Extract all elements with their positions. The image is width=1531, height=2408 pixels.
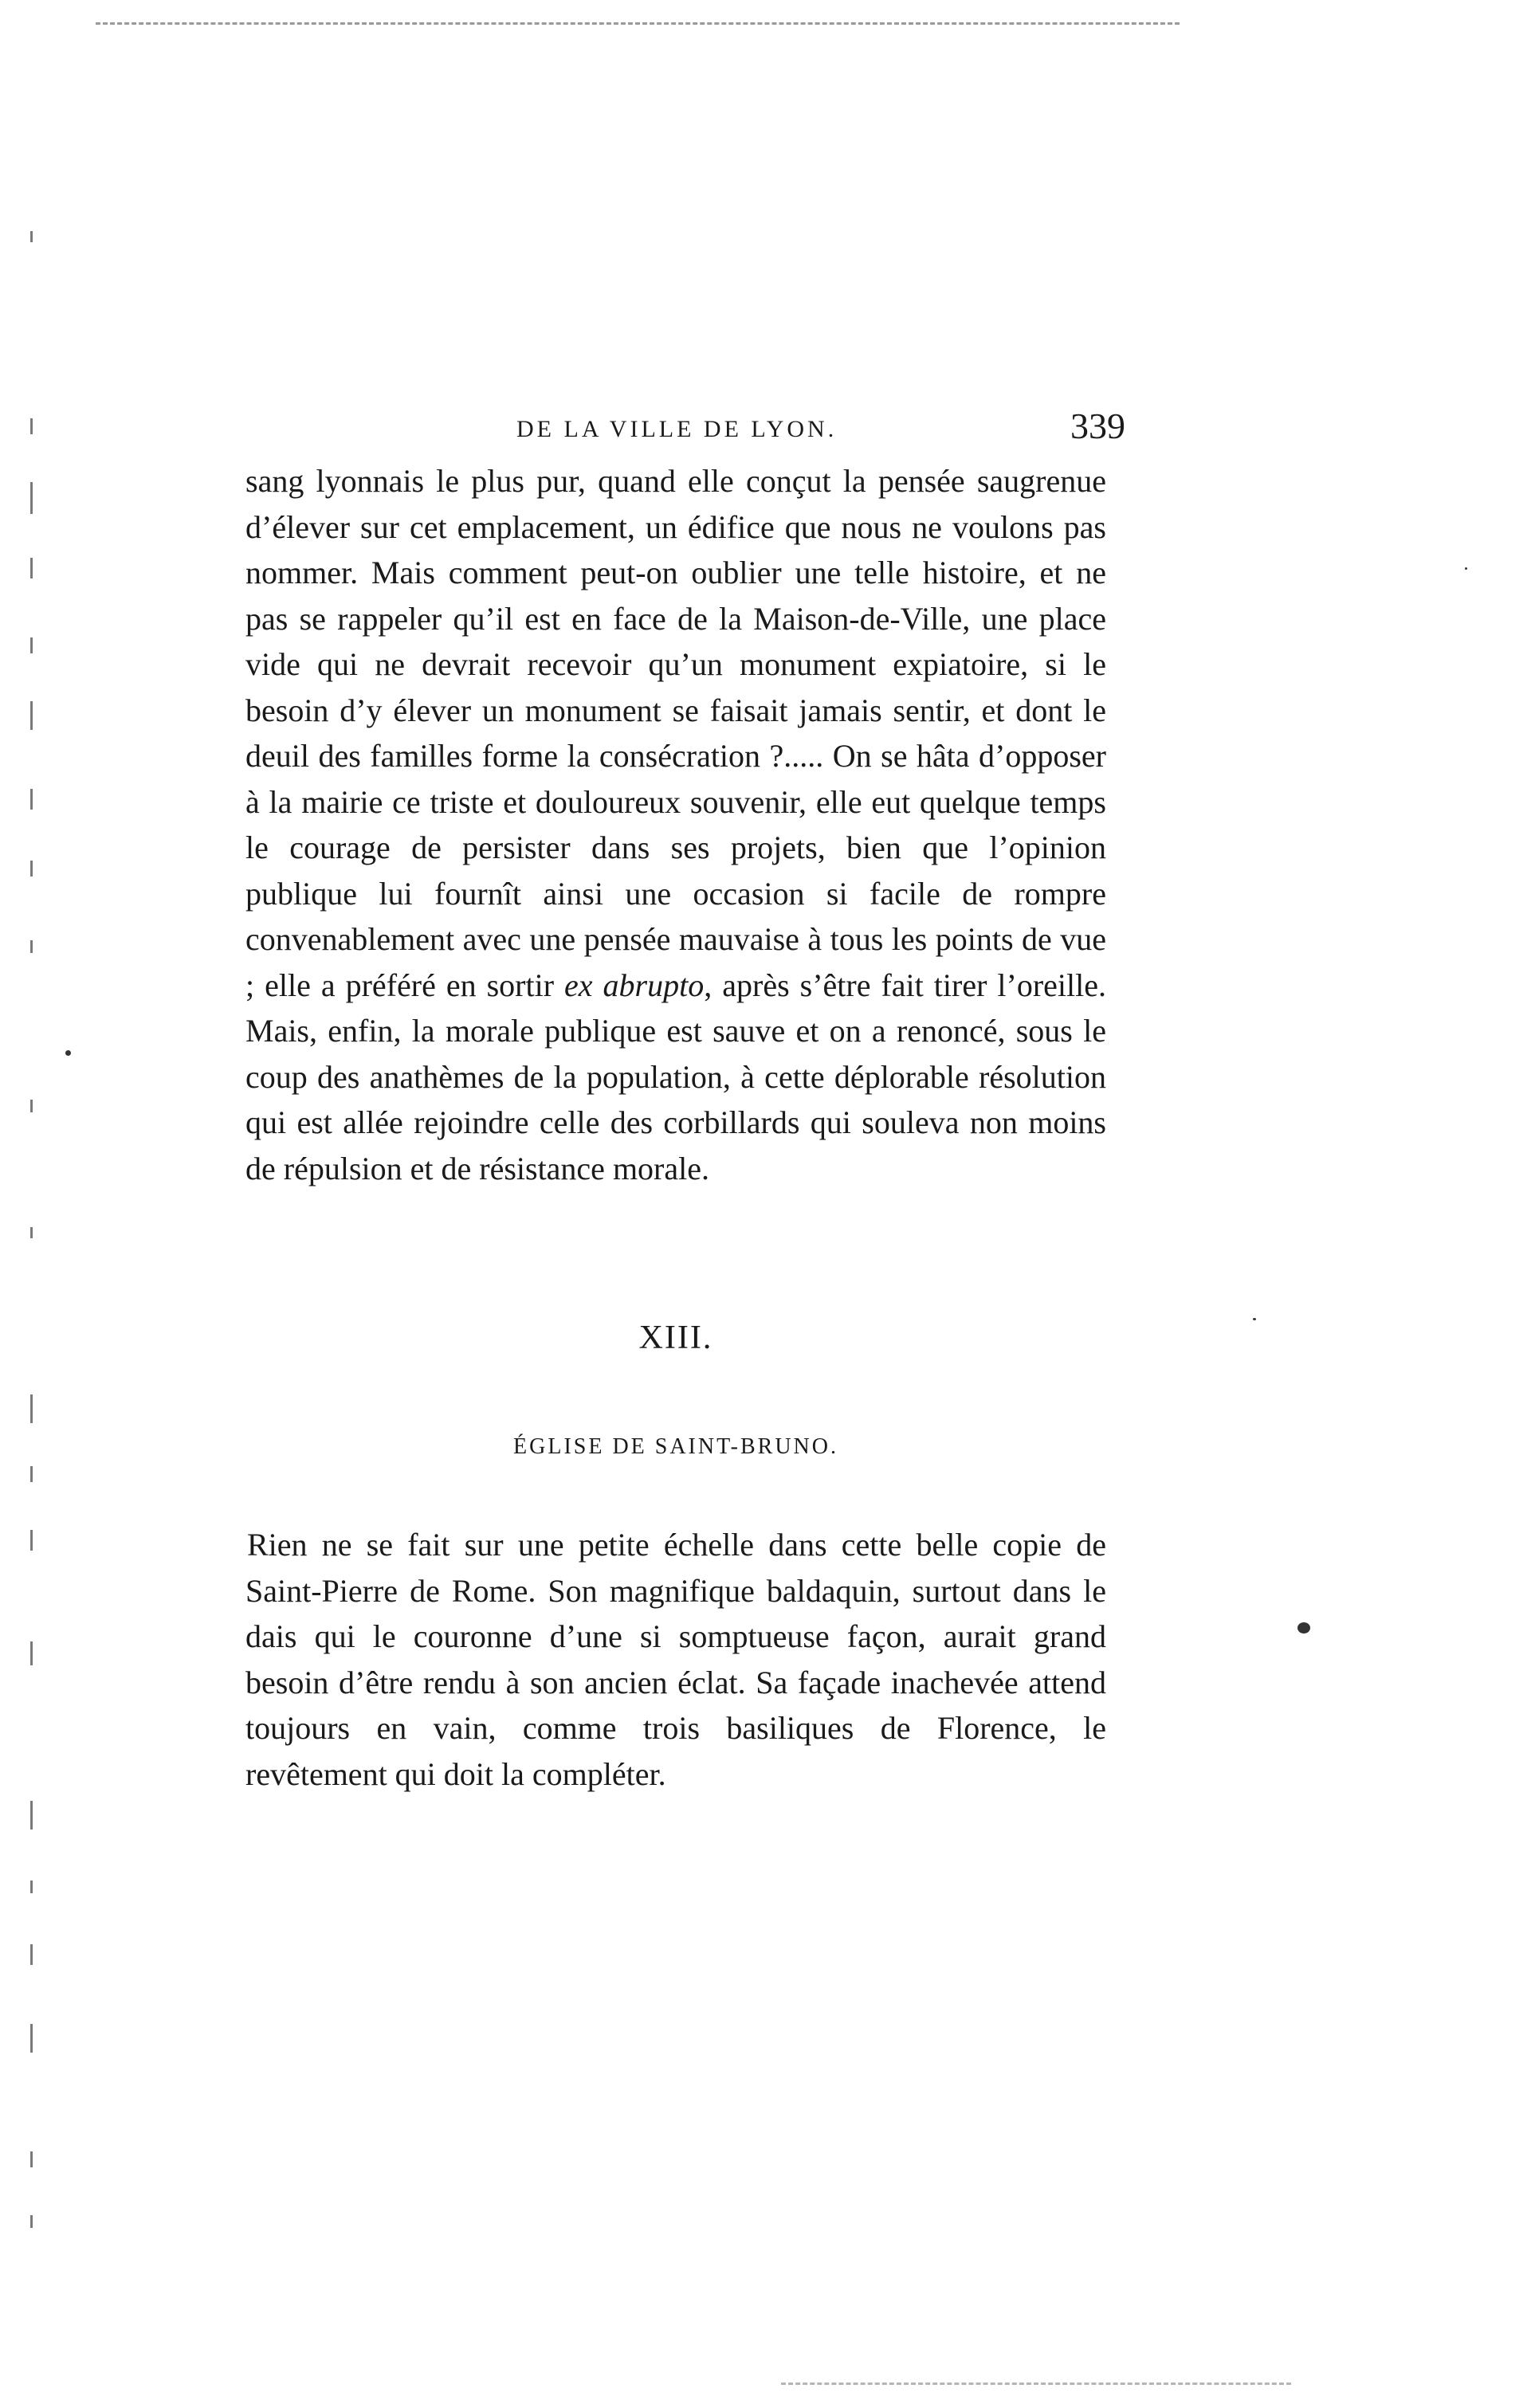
scan-artifact-top-rule — [96, 22, 1180, 25]
section-title: ÉGLISE DE SAINT-BRUNO. — [513, 1434, 838, 1459]
paragraph-1-italic: ex abrupto — [564, 967, 705, 1003]
paragraph-2-text: Rien ne se fait sur une petite échelle dans cette belle copie de Saint-Pierre de Rome. Son magnifique baldaquin, surtout dans le dais qui le couronne d’une si somptueuse façon, aurait grand besoin d’être rendu à son ancien éclat. Sa façade inachevée attend toujours en vain, comme trois basiliques de Florence, le revêtement qui doit la compléter. — [245, 1527, 1106, 1792]
scan-speck — [1297, 1622, 1310, 1633]
section-number: XIII. — [638, 1320, 713, 1356]
paragraph-1 — [245, 458, 1106, 1191]
page-number: 339 — [1070, 406, 1125, 446]
scan-speck — [1465, 567, 1467, 570]
running-title: DE LA VILLE DE LYON. — [516, 416, 838, 442]
paragraph-2 — [245, 1522, 1106, 1797]
paragraph-1-text-b: , après s’être fait tirer l’oreille. Mais, enfin, la morale publique est sauve et on a renoncé, sous le coup des anathèmes de la population, à cette déplorable résolution qui est allée rejoindre celle des corbillards qui souleva non moins de répulsion et de résistance morale. — [245, 967, 1107, 1186]
scan-margin-marks — [30, 223, 37, 2263]
scan-artifact-bottom-rule — [781, 2383, 1291, 2385]
running-head — [245, 405, 1148, 453]
scan-speck — [65, 1050, 71, 1056]
paragraph-1-text-a: sang lyonnais le plus pur, quand elle conçut la pensée saugrenue d’élever sur cet emplacement, un édifice que nous ne voulons pas nommer. Mais comment peut-on oublier une telle histoire, et ne pas se rappeler qu’il est en face de la Maison-de-Ville, une place vide qui ne devrait recevoir qu’un monument expiatoire, si le besoin d’y élever un monument se faisait jamais sentir, et dont le deuil des familles forme la consécration ?..... On se hâta d’opposer à la mairie ce triste et douloureux souvenir, elle eut quelque temps le courage de persister dans ses projets, bien que l’opinion publique lui fournît ainsi une occasion si facile de rompre convenablement avec une pensée mauvaise à tous les points de vue ; elle a préféré en sortir — [245, 463, 1106, 1003]
scan-speck — [1253, 1318, 1256, 1320]
